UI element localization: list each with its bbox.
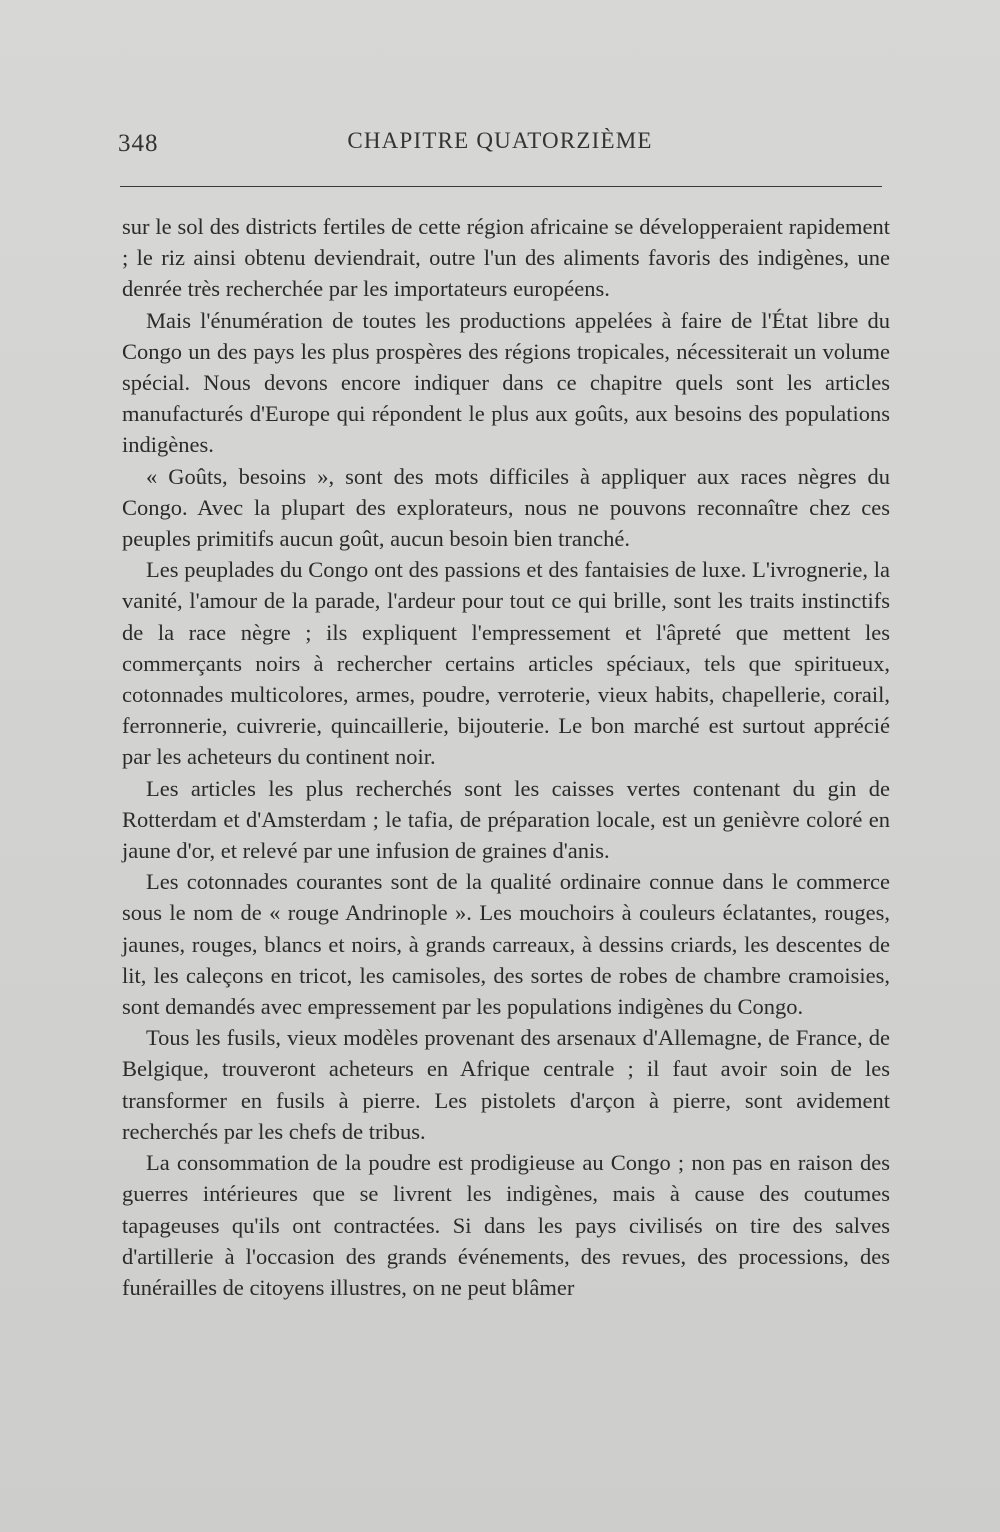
page-number: 348: [118, 130, 159, 157]
running-title: CHAPITRE QUATORZIÈME: [347, 128, 653, 153]
body-text: [122, 211, 890, 1303]
paragraph: La consommation de la poudre est prodigieuse au Congo ; non pas en raison des guerres intérieures que se livrent les indigènes, mais à cause des coutumes tapageuses qu'ils ont contractées. Si dans les pays civilisés on tire des salves d'artillerie à l'occasion des grands événements, des revues, des processions, des funérailles de citoyens illustres, on ne peut blâmer: [122, 1150, 890, 1300]
paragraph: Les articles les plus recherchés sont les caisses vertes contenant du gin de Rotterdam et d'Amsterdam ; le tafia, de préparation locale, est un genièvre coloré en jaune d'or, et relevé par une infusion de graines d'anis.: [122, 775, 890, 864]
paragraph: Tous les fusils, vieux modèles provenant des arsenaux d'Allemagne, de France, de Belgique, trouveront acheteurs en Afrique centrale ; il faut avoir soin de les transformer en fusils à pierre. Les pistolets d'arçon à pierre, sont avidement recherchés par les chefs de tribus.: [122, 1025, 890, 1144]
header-rule: [120, 186, 882, 187]
paragraph: Les peuplades du Congo ont des passions et des fantaisies de luxe. L'ivrognerie, la vanité, l'amour de la parade, l'ardeur pour tout ce qui brille, sont les traits instinctifs de la race nègre ; ils expliquent l'empressement et l'âpreté que mettent les commerçants noirs à rechercher certains articles spéciaux, tels que spiritueux, cotonnades multicolores, armes, poudre, verroterie, vieux habits, chapellerie, corail, ferronnerie, cuivrerie, quincaillerie, bijouterie. Le bon marché est surtout apprécié par les acheteurs du continent noir.: [122, 557, 890, 770]
paragraph: sur le sol des districts fertiles de cette région africaine se développeraient rapidement ; le riz ainsi obtenu deviendrait, outre l'un des aliments favoris des indigènes, une denrée très recherchée par les importateurs européens.: [122, 214, 890, 302]
paragraph: Mais l'énumération de toutes les productions appelées à faire de l'État libre du Congo un des pays les plus prospères des régions tropicales, nécessiterait un volume spécial. Nous devons encore indiquer dans ce chapitre quels sont les articles manufacturés d'Europe qui répondent le plus aux goûts, aux besoins des populations indigènes.: [122, 307, 890, 458]
paragraph: Les cotonnades courantes sont de la qualité ordinaire connue dans le commerce sous le nom de « rouge Andrinople ». Les mouchoirs à couleurs éclatantes, rouges, jaunes, rouges, blancs et noirs, à grands carreaux, à dessins criards, les descentes de lit, les caleçons en tricot, les camisoles, des sortes de robes de chambre cramoisies, sont demandés avec empressement par les populations indigènes du Congo.: [122, 869, 890, 1020]
paragraph: « Goûts, besoins », sont des mots difficiles à appliquer aux races nègres du Congo. Avec la plupart des explorateurs, nous ne pouvons reconnaître chez ces peuples primitifs aucun goût, aucun besoin bien tranché.: [122, 463, 890, 552]
